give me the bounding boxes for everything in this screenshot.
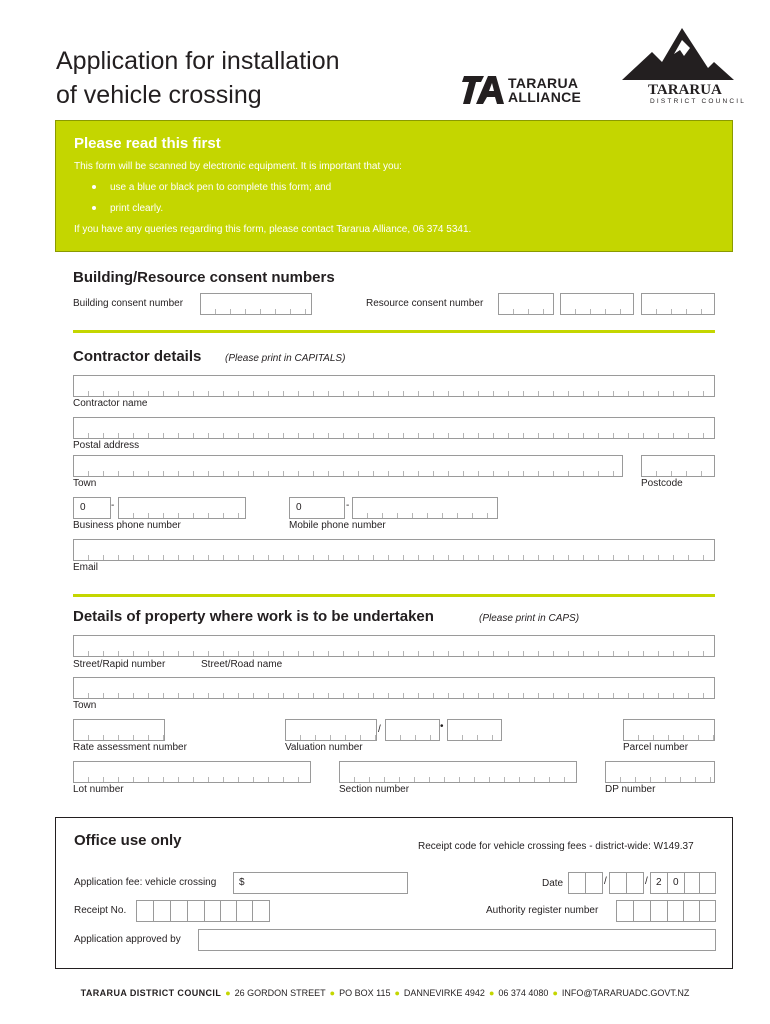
mobile-phone-label: Mobile phone number — [289, 520, 386, 531]
date-label: Date — [542, 878, 564, 889]
footer-po: PO BOX 115 — [339, 988, 391, 998]
receipt-cell-2[interactable] — [153, 900, 171, 922]
resource-consent-input-2[interactable] — [560, 293, 634, 315]
authority-cell-5[interactable] — [683, 900, 700, 922]
receipt-cell-5[interactable] — [204, 900, 221, 922]
ta-logo-line-2: ALLIANCE — [508, 89, 582, 105]
business-phone-dash: - — [111, 500, 115, 511]
rate-assessment-input[interactable] — [73, 719, 165, 741]
valuation-input-3[interactable] — [447, 719, 502, 741]
business-phone-area-input[interactable] — [73, 497, 111, 519]
property-town-input[interactable] — [73, 677, 715, 699]
section-divider — [73, 594, 715, 597]
authority-cell-1[interactable] — [616, 900, 634, 922]
tdc-logo-subtitle: DISTRICT COUNCIL — [650, 98, 747, 105]
date-month-1[interactable] — [609, 872, 627, 894]
section-input[interactable] — [339, 761, 577, 783]
contractor-name-label: Contractor name — [73, 398, 148, 409]
postal-address-input[interactable] — [73, 417, 715, 439]
title-line-1: Application for installation — [56, 47, 340, 75]
bullet-icon — [92, 206, 96, 210]
business-phone-input[interactable] — [118, 497, 246, 519]
office-heading: Office use only — [74, 832, 182, 849]
contractor-heading: Contractor details — [73, 348, 202, 365]
notice-panel — [55, 120, 733, 252]
footer-separator: ● — [394, 988, 400, 998]
mobile-phone-input[interactable] — [352, 497, 498, 519]
authority-cell-4[interactable] — [667, 900, 684, 922]
footer — [0, 988, 770, 998]
building-consent-label: Building consent number — [73, 298, 184, 309]
mobile-phone-area-input[interactable] — [289, 497, 345, 519]
contractor-town-input[interactable] — [73, 455, 623, 477]
authority-cell-2[interactable] — [633, 900, 651, 922]
date-month-2[interactable] — [626, 872, 644, 894]
notice-bullet-2-text: print clearly. — [110, 203, 164, 214]
contractor-town-label: Town — [73, 478, 97, 489]
tdc-logo-name: TARARUA — [648, 82, 722, 98]
date-day-2[interactable] — [585, 872, 603, 894]
rate-assessment-label: Rate assessment number — [73, 742, 187, 753]
bullet-icon — [92, 185, 96, 189]
postcode-label: Postcode — [641, 478, 683, 489]
notice-bullet-1-text: use a blue or black pen to complete this form; and — [110, 182, 332, 193]
footer-street: 26 GORDON STREET — [234, 988, 326, 998]
notice-intro: This form will be scanned by electronic equipment. It is important that you: — [74, 161, 402, 172]
footer-separator: ● — [552, 988, 558, 998]
property-town-label: Town — [73, 700, 97, 711]
footer-separator: ● — [329, 988, 336, 998]
business-phone-label: Business phone number — [73, 520, 181, 531]
lot-label: Lot number — [73, 784, 124, 795]
authority-cell-3[interactable] — [650, 900, 668, 922]
receipt-cell-1[interactable] — [136, 900, 154, 922]
mountain-icon — [622, 26, 734, 82]
contractor-name-input[interactable] — [73, 375, 715, 397]
fee-input[interactable] — [233, 872, 408, 894]
title-line-2: of vehicle crossing — [56, 81, 262, 109]
page-title — [56, 44, 340, 112]
fee-label: Application fee: vehicle crossing — [74, 877, 217, 888]
year-digit-2: 0 — [673, 877, 679, 888]
receipt-cell-4[interactable] — [187, 900, 205, 922]
business-phone-prefix: 0 — [80, 502, 86, 513]
authority-label: Authority register number — [486, 905, 599, 916]
dp-label: DP number — [605, 784, 656, 795]
street-name-label: Street/Road name — [201, 659, 283, 670]
notice-contact: If you have any queries regarding this form, please contact Tararua Alliance, 06 374 5341. — [74, 224, 472, 235]
valuation-label: Valuation number — [285, 742, 363, 753]
mobile-phone-prefix: 0 — [296, 502, 302, 513]
date-year-3[interactable] — [684, 872, 700, 894]
valuation-dot: • — [440, 721, 444, 732]
year-digit-1: 2 — [656, 877, 662, 888]
mobile-phone-dash: - — [346, 500, 350, 511]
dp-input[interactable] — [605, 761, 715, 783]
date-day-1[interactable] — [568, 872, 586, 894]
resource-consent-label: Resource consent number — [366, 298, 484, 309]
approved-label: Application approved by — [74, 934, 181, 945]
postal-address-label: Postal address — [73, 440, 140, 451]
footer-separator: ● — [488, 988, 495, 998]
section-divider — [73, 330, 715, 333]
parcel-input[interactable] — [623, 719, 715, 741]
consent-heading: Building/Resource consent numbers — [73, 269, 335, 286]
footer-town: DANNEVIRKE 4942 — [403, 988, 485, 998]
postcode-input[interactable] — [641, 455, 715, 477]
notice-heading: Please read this first — [74, 135, 221, 152]
notice-bullet-2 — [92, 203, 163, 214]
parcel-label: Parcel number — [623, 742, 689, 753]
ta-logo-line-1: TARARUA — [508, 75, 579, 91]
fee-currency: $ — [239, 877, 245, 888]
street-number-label: Street/Rapid number — [73, 659, 166, 670]
approved-input[interactable] — [198, 929, 716, 951]
notice-bullet-1 — [92, 182, 331, 193]
valuation-input-1[interactable] — [285, 719, 377, 741]
date-year-4[interactable] — [699, 872, 716, 894]
ta-monogram-icon — [462, 72, 506, 108]
property-note: (Please print in CAPS) — [479, 613, 580, 624]
property-heading: Details of property where work is to be undertaken — [73, 608, 434, 625]
receipt-cell-7[interactable] — [236, 900, 253, 922]
email-input[interactable] — [73, 539, 715, 561]
valuation-slash: / — [378, 724, 381, 735]
ta-logo-text — [508, 76, 581, 104]
receipt-cell-3[interactable] — [170, 900, 188, 922]
street-input[interactable] — [73, 635, 715, 657]
footer-separator: ● — [225, 988, 231, 998]
email-label: Email — [73, 562, 99, 573]
valuation-input-2[interactable] — [385, 719, 440, 741]
footer-phone: 06 374 4080 — [498, 988, 549, 998]
date-year-2[interactable] — [667, 872, 685, 894]
footer-org: TARARUA DISTRICT COUNCIL — [80, 988, 222, 998]
receipt-cell-8[interactable] — [252, 900, 270, 922]
authority-cell-6[interactable] — [699, 900, 716, 922]
resource-consent-input-1[interactable] — [498, 293, 554, 315]
date-slash-2: / — [645, 876, 648, 887]
footer-email[interactable]: INFO@TARARUADC.GOVT.NZ — [561, 988, 690, 998]
lot-input[interactable] — [73, 761, 311, 783]
date-slash-1: / — [604, 876, 607, 887]
receipt-cell-6[interactable] — [220, 900, 237, 922]
receipt-label: Receipt No. — [74, 905, 127, 916]
resource-consent-input-3[interactable] — [641, 293, 715, 315]
building-consent-input[interactable] — [200, 293, 312, 315]
contractor-note: (Please print in CAPITALS) — [225, 353, 346, 364]
date-year-1[interactable] — [650, 872, 668, 894]
section-label: Section number — [339, 784, 410, 795]
receipt-code-text: Receipt code for vehicle crossing fees - district-wide: W149.37 — [418, 841, 694, 852]
